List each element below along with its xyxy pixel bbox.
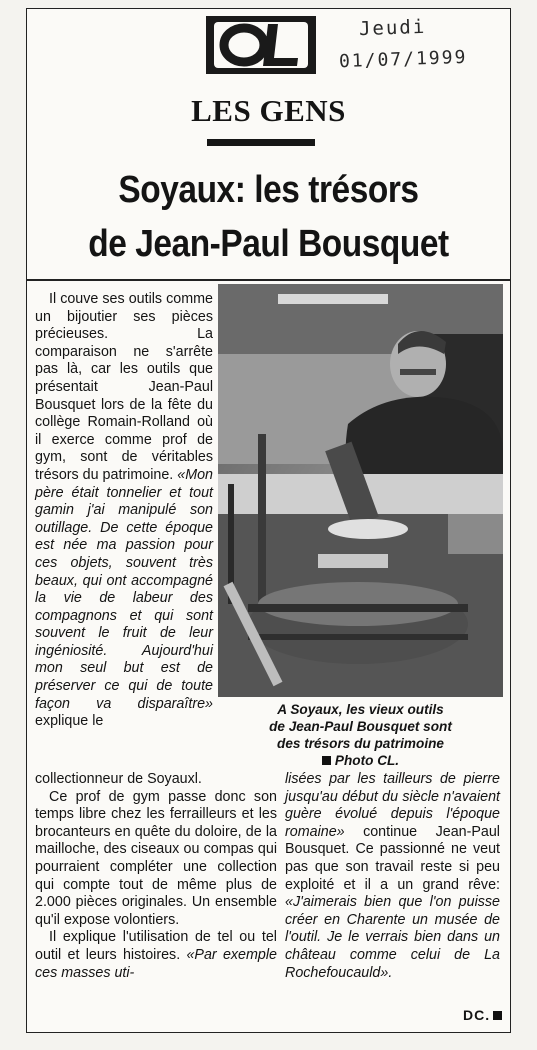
article-column-1-continued (35, 771, 277, 982)
paragraph-3: Ce prof de gym passe donc son temps libre chez les ferrailleurs et les brocanteurs en quête du doloire, de la mailloche, des ciseaux ou compas qui pourraient compléter une collection qui compte tout de même plus de 2.000 pièces originales. Un ensemble qu'il expose volontiers. (35, 788, 277, 928)
square-bullet-icon (322, 756, 331, 765)
section-title: LES GENS (191, 93, 346, 128)
article-photo (218, 284, 503, 697)
article-column-2 (285, 771, 500, 982)
headline-divider (27, 279, 510, 281)
photo-workshop-image (218, 284, 503, 697)
paragraph-2: collectionneur de Soyauxl. (35, 771, 202, 787)
newspaper-clipping (26, 8, 511, 1033)
photo-credit: Photo CL. (334, 753, 400, 768)
end-mark-icon (493, 1011, 502, 1020)
logo-graphic (206, 16, 316, 74)
handwritten-date: 01/07/1999 (338, 46, 468, 73)
newspaper-logo (206, 16, 316, 74)
photo-caption: A Soyaux, les vieux outils de Jean-Paul Bousquet sont des trésors du patrimoine Photo CL. (269, 702, 452, 768)
headline-line2: de Jean-Paul Bousquet (88, 223, 449, 265)
article-column-1 (35, 291, 213, 731)
handwritten-day: Jeudi (358, 15, 427, 41)
paragraph-5: lisées par les tailleurs de pierre jusqu'au début du siècle n'avaient guère évolué depuis l'époque romaine» continue Jean-Paul Bousquet. Ce passionné ne veut pas que son travail reste si peu exploité et il a un grand rêve: «J'aimerais bien que l'on puisse créer en Charente un musée de l'outil. Je le verrais bien dans un château comme celui de La Rochefoucauld». (285, 771, 500, 981)
section-rule (207, 139, 315, 146)
paragraph-4: Il explique l'utilisation de tel ou tel outil et leurs histoires. «Par exemple ces masses uti- (35, 929, 277, 981)
paragraph-1: Il couve ses outils comme un bijoutier ses pièces précieuses. La comparaison ne s'arrête pas là, car les outils que présentait Jean-Paul Bousquet lors de la fête du collège Romain-Rolland où il exerce comme prof de gym, sont de véritables trésors du patrimoine. «Mon père était tonnelier et tout gamin j'ai manipulé son outillage. De cette époque est née ma passion pour ces objets, souvent très beaux, qui ont accompagné la vie de labeur des compagnons et qui sont souvent le fruit de leur ingéniosité. Aujourd'hui mon seul but est de préserver ce qui de toute façon va disparaître» explique le (35, 291, 214, 730)
author-byline: DC. (463, 1007, 502, 1023)
headline-line1: Soyaux: les trésors (118, 169, 419, 211)
